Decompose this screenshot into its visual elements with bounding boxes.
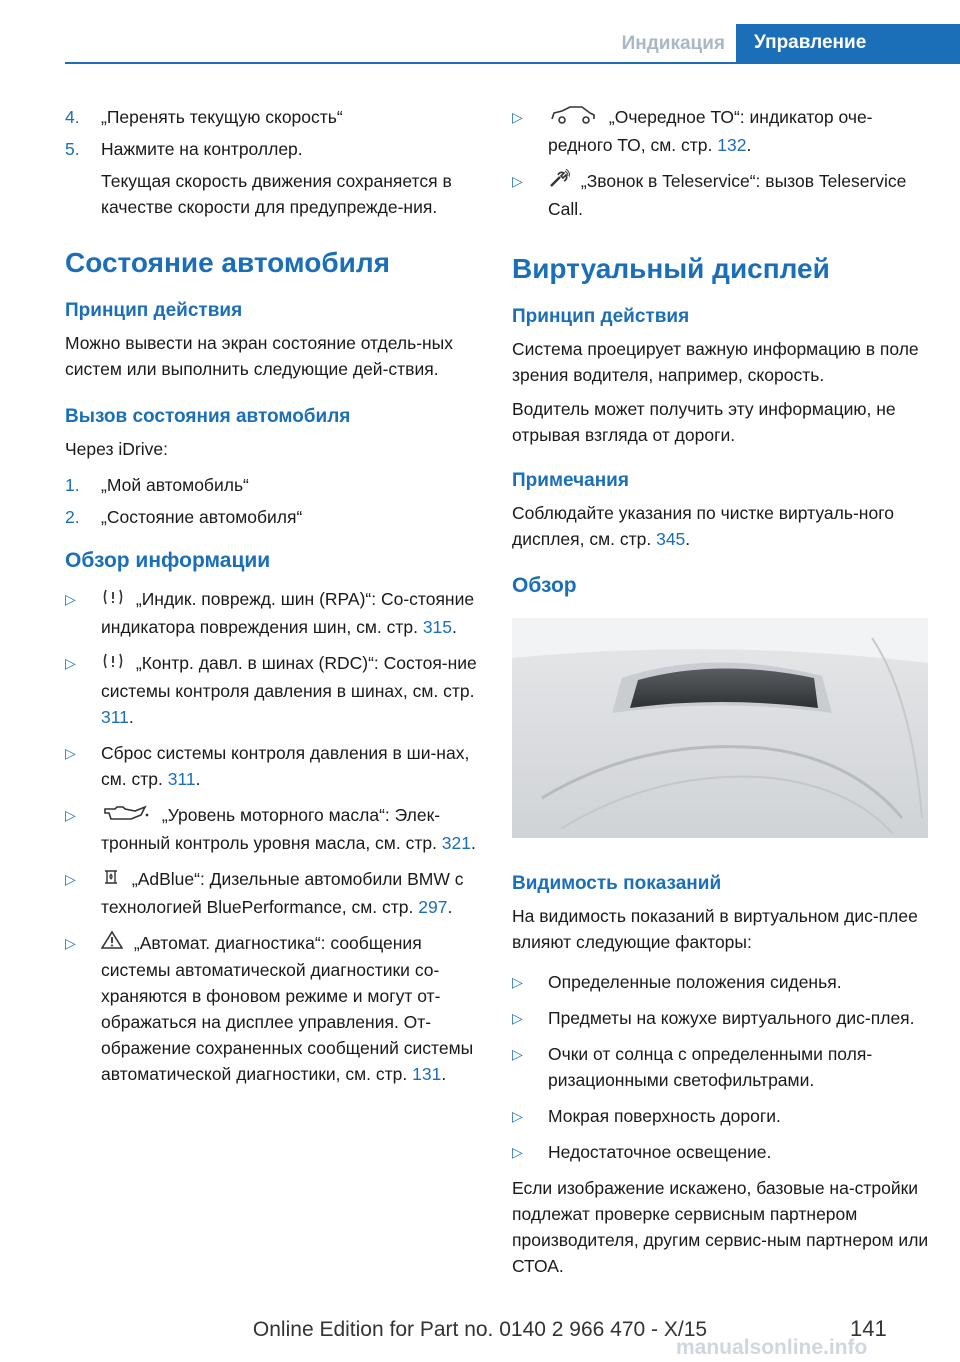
header-rule xyxy=(65,62,960,64)
bullet-triangle-icon: ▷ xyxy=(512,1045,523,1062)
bullet-triangle-icon: ▷ xyxy=(512,1107,523,1124)
list-item xyxy=(65,472,483,498)
wrench-call-icon xyxy=(548,169,570,196)
step-text: „Состояние автомобиля“ xyxy=(101,507,303,527)
section-title-virtual-display: Виртуальный дисплей xyxy=(512,252,830,284)
step-number: 1. xyxy=(65,475,80,495)
bullet-text: Очки от солнца с определенными поля-ризационными светофильтрами. xyxy=(548,1043,873,1090)
step-note: Текущая скорость движения сохраняется в качестве скорости для предупрежде-ния. xyxy=(101,171,452,217)
bullet-triangle-icon: ▷ xyxy=(65,744,76,761)
page-link[interactable]: 311 xyxy=(167,768,196,789)
footer-edition: Online Edition for Part no. 0140 2 966 470 - X/15 xyxy=(252,1318,708,1341)
list-item xyxy=(512,1139,930,1165)
list-item: ▷ „Автомат. диагностика“: сообщения системы автоматической диагностики со-храняются в фоновом режиме и могут от-ображаться на дисплее управления. От-ображение сохраненных сообщений системы автоматической диагностики, см. стр. 131. xyxy=(65,930,483,1088)
page-number: 141 xyxy=(850,1316,887,1341)
oil-can-icon xyxy=(101,803,151,830)
adblue-icon xyxy=(101,867,121,894)
notes-text: Соблюдайте указания по чистке виртуаль-ного дисплея, см. стр. xyxy=(512,502,894,549)
virtual-display-photo xyxy=(512,618,928,838)
subsection-title-overview: Обзор информации xyxy=(65,549,271,572)
left-column xyxy=(65,104,483,1097)
list-item: ▷ „Уровень моторного масла“: Элек-тронный контроль уровня масла, см. стр. 321. xyxy=(65,802,483,856)
list-item: ▷ „Индик. поврежд. шин (RPA)“: Со-стояние индикатора повреждения шин, см. стр. 315. xyxy=(65,586,483,640)
tire-pressure-icon xyxy=(101,651,125,678)
page-link[interactable]: 345 xyxy=(656,528,686,549)
list-item xyxy=(512,1103,930,1129)
subsection-title-principle: Принцип действия xyxy=(65,300,243,321)
paragraph: Соблюдайте указания по чистке виртуаль-ного дисплея, см. стр. 345. xyxy=(512,502,894,549)
watermark: manualsonline.info xyxy=(676,1336,868,1359)
bullet-text: „Контр. давл. в шинах (RDC)“: Состоя-ние системы контроля давления в шинах, см. стр. xyxy=(101,652,477,701)
step-number: 4. xyxy=(65,107,80,127)
bullet-triangle-icon: ▷ xyxy=(65,934,76,951)
step-text: „Перенять текущую скорость“ xyxy=(101,107,343,127)
paragraph: Водитель может получить эту информацию, не отрывая взгляда от дороги. xyxy=(512,398,896,445)
bullet-text: „Уровень моторного масла“: Элек-тронный контроль уровня масла, см. стр. xyxy=(101,804,442,853)
list-item: ▷ „AdBlue“: Дизельные автомобили BMW с технологией BluePerformance, см. стр. 297. xyxy=(65,866,483,920)
bullet-triangle-icon: ▷ xyxy=(65,591,76,607)
list-item xyxy=(65,504,483,530)
step-number: 5. xyxy=(65,139,80,159)
subsection-title-notes: Примечания xyxy=(512,469,629,491)
page-link[interactable]: 131 xyxy=(412,1064,442,1085)
paragraph: На видимость показаний в виртуальном дис-плее влияют следующие факторы: xyxy=(512,905,918,952)
bullet-triangle-icon: ▷ xyxy=(512,109,523,125)
list-item: ▷ „Контр. давл. в шинах (RDC)“: Состоя-ние системы контроля давления в шинах, см. стр. 311. xyxy=(65,650,483,730)
subsection-title-overview: Обзор xyxy=(512,573,577,597)
paragraph: Если изображение искажено, базовые на-стройки подлежат проверке сервисным партнером производителя, другим сервис-ным партнером или СТОА. xyxy=(512,1177,929,1276)
bullet-text: Предметы на кожухе виртуального дис-плея. xyxy=(548,1007,915,1028)
page-link[interactable]: 315 xyxy=(422,616,453,637)
bullet-triangle-icon: ▷ xyxy=(512,973,523,990)
bullet-triangle-icon: ▷ xyxy=(65,654,76,671)
list-item xyxy=(65,104,483,130)
list-item xyxy=(65,136,483,162)
bullet-text: Сброс системы контроля давления в ши-нах, см. стр. xyxy=(101,742,470,789)
bullet-text: „Автомат. диагностика“: сообщения системы автоматической диагностики со-храняются в фоновом режиме и могут от-ображаться на дисплее управления. От-ображение сохраненных сообщений системы автоматической диагностики, см. стр. xyxy=(101,932,474,1085)
right-column xyxy=(512,104,930,1287)
warning-triangle-icon xyxy=(101,930,123,957)
bullet-text: Определенные положения сиденья. xyxy=(548,971,842,992)
bullet-triangle-icon: ▷ xyxy=(512,1009,523,1026)
page-link[interactable]: 132 xyxy=(717,134,747,155)
list-item xyxy=(512,969,930,995)
list-item xyxy=(512,1041,930,1093)
section-title-status: Состояние автомобиля xyxy=(65,247,390,278)
bullet-text: Недостаточное освещение. xyxy=(548,1141,772,1162)
tab-indication[interactable]: Индикация xyxy=(621,33,725,54)
step-text: Нажмите на контроллер. xyxy=(101,139,303,159)
step-text: „Мой автомобиль“ xyxy=(101,475,249,495)
bullet-text: „AdBlue“: Дизельные автомобили BMW с технологией BluePerformance, см. стр. xyxy=(101,868,464,917)
bullet-triangle-icon: ▷ xyxy=(65,870,76,887)
bullet-triangle-icon: ▷ xyxy=(65,806,76,823)
paragraph: Можно вывести на экран состояние отдель-ных систем или выполнить следующие дей-ствия. xyxy=(65,333,454,379)
subsection-title-visibility: Видимость показаний xyxy=(512,872,722,894)
page-link[interactable]: 311 xyxy=(101,706,129,727)
bullet-triangle-icon: ▷ xyxy=(512,172,523,189)
bullet-text: „Звонок в Teleservice“: вызов Teleservice Call. xyxy=(548,170,907,219)
page-link[interactable]: 321 xyxy=(441,832,471,853)
bullet-text: Мокрая поверхность дороги. xyxy=(548,1105,781,1126)
list-item: ▷ Сброс системы контроля давления в ши-нах, см. стр. 311. xyxy=(65,740,483,792)
paragraph: Через iDrive: xyxy=(65,439,168,459)
car-service-icon xyxy=(548,105,598,132)
subsection-title-principle: Принцип действия xyxy=(512,305,690,327)
page-link[interactable]: 297 xyxy=(418,896,448,917)
bullet-triangle-icon: ▷ xyxy=(512,1143,523,1160)
bullet-text: „Индик. поврежд. шин (RPA)“: Со-стояние индикатора повреждения шин, см. стр. xyxy=(101,589,475,637)
bullet-text: „Очередное ТО“: индикатор оче-редного ТО, см. стр. xyxy=(548,107,873,155)
subsection-title-call: Вызов состояния автомобиля xyxy=(65,406,351,427)
tab-control[interactable]: Управление xyxy=(736,24,960,64)
list-item xyxy=(512,1005,930,1031)
paragraph: Система проецирует важную информацию в поле зрения водителя, например, скорость. xyxy=(512,338,919,385)
list-item xyxy=(512,168,930,222)
list-item: ▷ „Очередное ТО“: индикатор оче-редного ТО, см. стр. 132. xyxy=(512,104,930,158)
tire-warning-icon xyxy=(101,587,125,614)
step-number: 2. xyxy=(65,507,80,527)
